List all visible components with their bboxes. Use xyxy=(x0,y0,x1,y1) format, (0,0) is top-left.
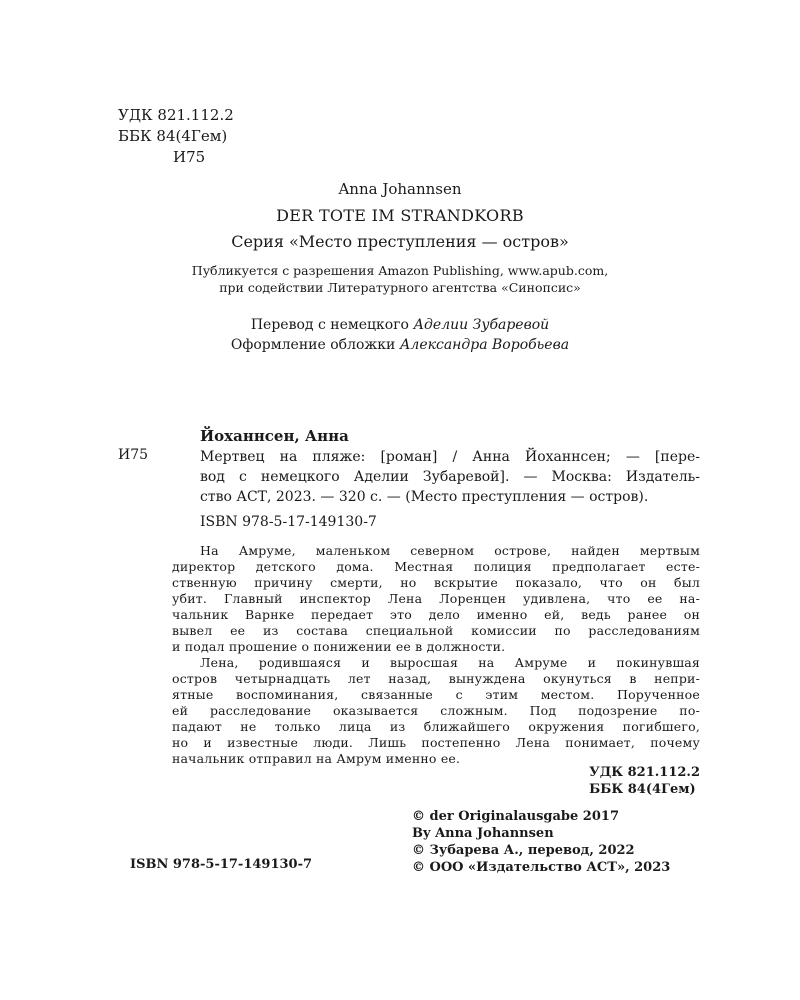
credits xyxy=(0,315,800,355)
publication-note-line: Публикуется с разрешения Amazon Publishing, www.apub.com, xyxy=(191,263,609,278)
copyright-line: By Anna Johannsen xyxy=(412,826,554,841)
annotation-line: падают не только лица из ближайшего окружения погибшего, xyxy=(172,719,700,734)
series-title: Серия «Место преступления — остров» xyxy=(231,232,569,251)
translation-prefix: Перевод с немецкого xyxy=(250,317,414,333)
translation-credit xyxy=(0,315,800,335)
original-title: DER TOTE IM STRANDKORB xyxy=(276,206,524,225)
bibliographic-line: вод с немецкого Аделии Зубаревой]. — Москва: Издатель- xyxy=(200,469,700,485)
publication-note-line: при содействии Литературного агентства «Синопсис» xyxy=(219,280,581,295)
annotation-line: чальник Варнке передает это дело именно ей, ведь ранее он xyxy=(172,607,700,622)
bibliographic-sign: И75 xyxy=(118,447,149,463)
annotation-line: убит. Главный инспектор Лена Лоренцен удивлена, что ее на- xyxy=(172,591,700,606)
original-author: Anna Johannsen xyxy=(338,180,462,198)
udk-code: УДК 821.112.2 xyxy=(118,106,234,124)
bibliographic-line: ство АСТ, 2023. — 320 с. — (Место преступления — остров). xyxy=(200,489,649,505)
annotation-line: вывел ее из состава специальной комиссии по расследованиям xyxy=(172,623,700,638)
bibliographic-line: Мертвец на пляже: [роман] / Анна Йоханнсен; — [пере- xyxy=(200,449,700,465)
translator-name: Аделии Зубаревой xyxy=(413,317,550,333)
isbn-record: ISBN 978-5-17-149130-7 xyxy=(200,514,377,530)
annotation-line: директор детского дома. Местная полиция предполагает есте- xyxy=(172,559,700,574)
annotation-line: ственную причину смерти, но вскрытие показало, что он был xyxy=(172,575,700,590)
annotation xyxy=(172,543,700,767)
annotation-line: начальник отправил на Амрум именно ее. xyxy=(172,751,461,766)
footer-bbk: ББК 84(4Гем) xyxy=(589,782,696,797)
cover-designer-name: Александра Воробьева xyxy=(399,337,570,353)
bibliographic-description xyxy=(200,447,700,507)
publication-note xyxy=(0,262,800,296)
bbk-code: ББК 84(4Гем) xyxy=(118,127,228,145)
annotation-line: ятные воспоминания, связанные с этим местом. Порученное xyxy=(172,687,700,702)
annotation-line: ей расследование оказывается сложным. Под подозрение по- xyxy=(172,703,700,718)
annotation-line: остров четырнадцать лет назад, вынуждена окунуться в непри- xyxy=(172,671,700,686)
footer-udk: УДК 821.112.2 xyxy=(589,765,700,780)
cover-credit xyxy=(0,335,800,355)
bibliographic-heading: Йоханнсен, Анна xyxy=(200,427,349,445)
copyright-line: © ООО «Издательство АСТ», 2023 xyxy=(412,860,671,875)
footer-codes xyxy=(589,764,700,798)
annotation-line: Лена, родившаяся и выросшая на Амруме и покинувшая xyxy=(200,655,700,670)
annotation-line: и подал прошение о понижении ее в должности. xyxy=(172,639,506,654)
copyright-block xyxy=(412,808,670,876)
copyright-line: © der Originalausgabe 2017 xyxy=(412,809,619,824)
annotation-line: На Амруме, маленьком северном острове, найден мертвым xyxy=(200,543,700,558)
footer-isbn: ISBN 978-5-17-149130-7 xyxy=(130,857,313,872)
author-sign: И75 xyxy=(173,148,206,166)
annotation-line: но и известные люди. Лишь постепенно Лена понимает, почему xyxy=(172,735,700,750)
cover-prefix: Оформление обложки xyxy=(230,337,400,353)
copyright-line: © Зубарева А., перевод, 2022 xyxy=(412,843,635,858)
